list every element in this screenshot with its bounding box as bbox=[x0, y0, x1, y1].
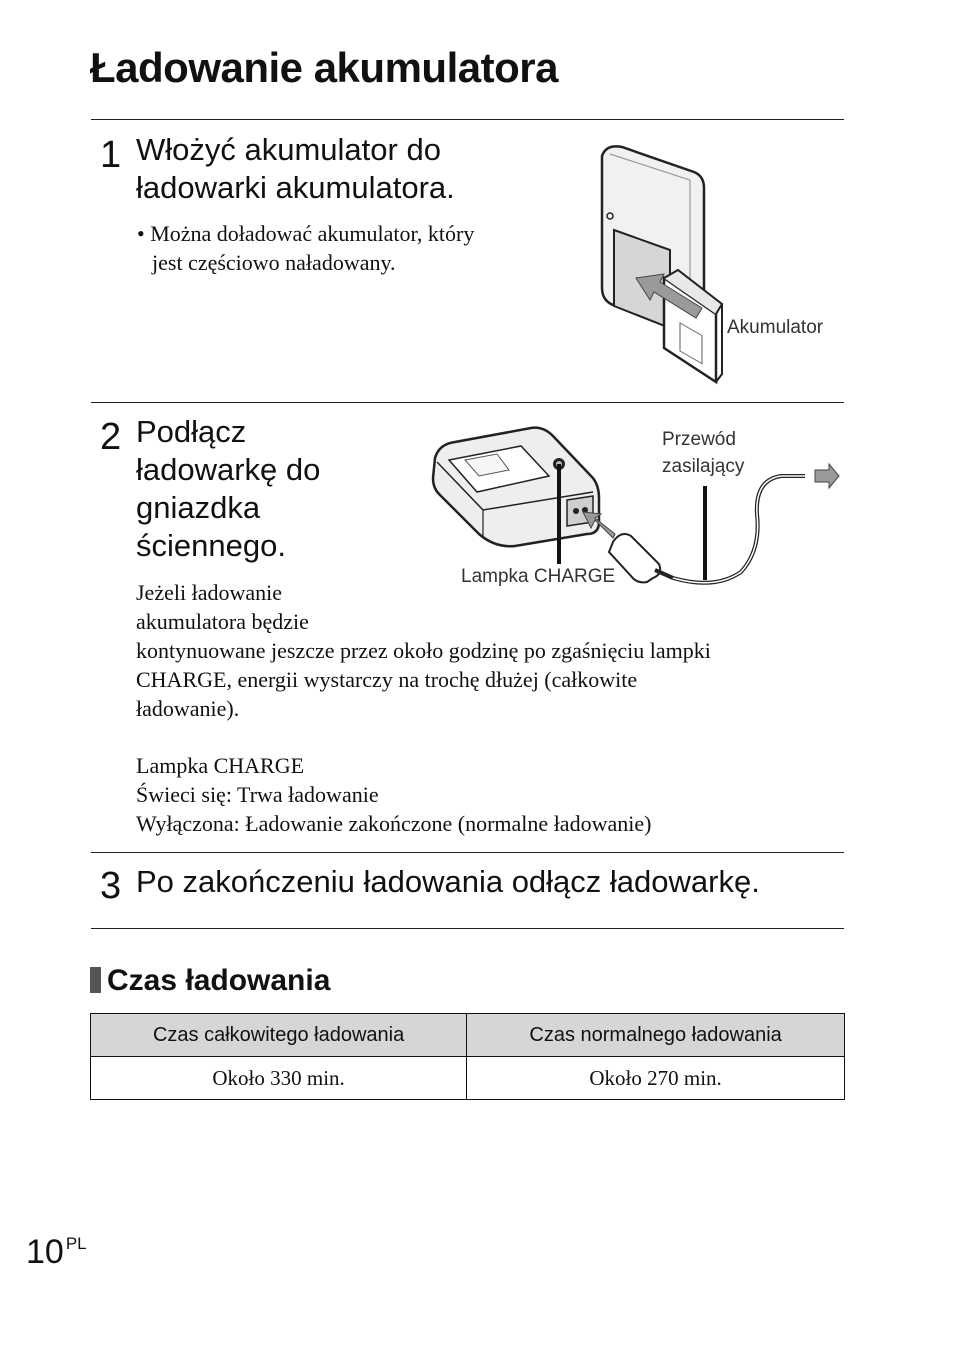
charge-lamp-legend-off: Wyłączona: Ładowanie zakończone (normalne ładowanie) bbox=[136, 811, 652, 836]
power-cord-label bbox=[662, 426, 744, 480]
charge-lamp-legend bbox=[136, 751, 651, 838]
step-2-body-line-1: Jeżeli ładowanie bbox=[136, 580, 282, 605]
step-3-title: Po zakończeniu ładowania odłącz ładowarkę. bbox=[136, 864, 760, 899]
page-number-value: 10 bbox=[26, 1233, 64, 1271]
table-header-normal-charge: Czas normalnego ładowania bbox=[467, 1014, 845, 1057]
page-title: Ładowanie akumulatora bbox=[90, 44, 558, 91]
step-2-body-line-4: CHARGE, energii wystarczy na trochę dłużej (całkowite bbox=[136, 667, 638, 692]
table-header-row bbox=[91, 1014, 845, 1057]
charging-time-heading bbox=[90, 964, 330, 998]
divider bbox=[91, 928, 844, 929]
step-1-title-line-2: ładowarki akumulatora. bbox=[136, 170, 455, 205]
step-2-body-line-2: akumulatora będzie bbox=[136, 609, 309, 634]
step-2-body-line-3: kontynuowane jeszcze przez około godzinę po zgaśnięciu lampki bbox=[136, 638, 711, 663]
step-1-title-line-1: Włożyć akumulator do bbox=[136, 132, 441, 167]
power-cord-label-line-2: zasilający bbox=[662, 456, 745, 477]
charger-plug-illustration bbox=[425, 418, 845, 590]
battery-label: Akumulator bbox=[727, 317, 824, 338]
step-2-number: 2 bbox=[100, 416, 122, 458]
table-row bbox=[91, 1057, 845, 1100]
step-3-number: 3 bbox=[100, 865, 122, 907]
page-lang-code: PL bbox=[65, 1234, 87, 1253]
charge-lamp-legend-title: Lampka CHARGE bbox=[136, 753, 305, 778]
step-2-title-line-2: ładowarkę do bbox=[136, 452, 321, 487]
charge-lamp-label: Lampka CHARGE bbox=[461, 566, 616, 587]
power-cord-label-line-1: Przewód bbox=[662, 429, 736, 450]
step-1-note bbox=[137, 219, 474, 277]
step-1-note-line-1: • Można doładować akumulator, który bbox=[137, 221, 475, 246]
table-cell-full-charge: Około 330 min. bbox=[91, 1057, 467, 1100]
table-header-full-charge: Czas całkowitego ładowania bbox=[91, 1014, 467, 1057]
charge-lamp-legend-on: Świeci się: Trwa ładowanie bbox=[136, 782, 379, 807]
divider bbox=[91, 119, 844, 120]
step-1-title bbox=[136, 131, 455, 207]
charging-time-table bbox=[90, 1013, 845, 1100]
step-2-body-line-5: ładowanie). bbox=[136, 696, 240, 721]
divider bbox=[91, 402, 844, 403]
step-2-body bbox=[136, 578, 711, 723]
section-marker-icon bbox=[90, 967, 101, 993]
page-number bbox=[26, 1233, 87, 1272]
table-cell-normal-charge: Około 270 min. bbox=[467, 1057, 845, 1100]
step-1-note-line-2: jest częściowo naładowany. bbox=[152, 250, 396, 275]
charging-time-heading-text: Czas ładowania bbox=[107, 964, 331, 997]
step-2-title-line-1: Podłącz bbox=[136, 414, 247, 449]
step-2-title-line-3: gniazdka bbox=[136, 490, 261, 525]
step-2-title bbox=[136, 413, 320, 565]
step-2-title-line-4: ściennego. bbox=[136, 528, 286, 563]
step-1-number: 1 bbox=[100, 134, 122, 176]
divider bbox=[91, 852, 844, 853]
battery-insertion-illustration bbox=[590, 138, 740, 388]
